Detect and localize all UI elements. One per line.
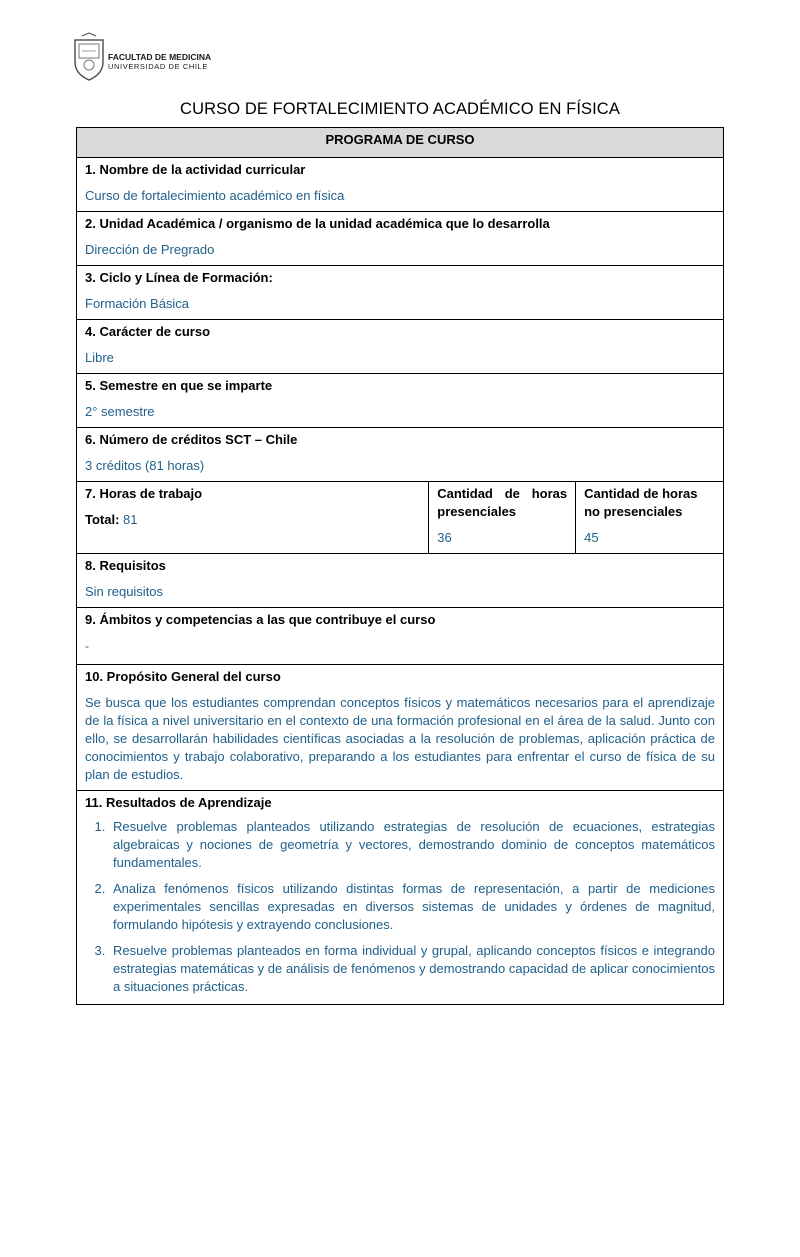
section-label: 8. Requisitos (85, 558, 166, 573)
section-value: Formación Básica (85, 296, 190, 311)
section-value: Se busca que los estudiantes comprendan conceptos físicos y matemáticos necesarios para el aprendizaje de la física a nivel universitario en el contexto de una formación profesional en el área de la salud. Junto con ello, se desarrollarán habilidades científicas asociadas a la resolución de problemas, aplicación práctica de conocimientos y trabajo colaborativo, preparando a los estudiantes para enfrentar el curso de física de su plan de estudios. (85, 695, 715, 782)
section-label: 11. Resultados de Aprendizaje (85, 795, 272, 810)
total-label: Total: (85, 512, 120, 527)
section-cycle-line (77, 266, 724, 320)
section-learning-outcomes (77, 791, 724, 1005)
table-header: PROGRAMA DE CURSO (77, 128, 724, 158)
logo-line-2: UNIVERSIDAD DE CHILE (108, 62, 208, 71)
section-semester (77, 374, 724, 428)
section-requirements (77, 554, 724, 608)
section-credits (77, 428, 724, 482)
section-value: Libre (85, 350, 114, 365)
non-presential-hours-label: Cantidad de horas no presenciales (584, 486, 698, 519)
section-label: 4. Carácter de curso (85, 324, 211, 339)
faculty-logo (72, 32, 212, 84)
section-value: Dirección de Pregrado (85, 242, 215, 257)
list-item: 1. Resuelve problemas planteados utilizando estrategias de resolución de ecuaciones, estrategias algebraicas y nociones de geometría y vectores, demostrando dominio de conceptos matemáticos fundamentales. (109, 818, 715, 872)
section-label: 2. Unidad Académica / organismo de la unidad académica que lo desarrolla (85, 216, 550, 231)
section-academic-unit (77, 212, 724, 266)
section-label: 9. Ámbitos y competencias a las que contribuye el curso (85, 612, 436, 627)
section-label: 3. Ciclo y Línea de Formación: (85, 270, 273, 285)
section-label: 10. Propósito General del curso (85, 669, 281, 684)
document-title: CURSO DE FORTALECIMIENTO ACADÉMICO EN FÍSICA (180, 100, 620, 118)
logo-line-1: FACULTAD DE MEDICINA (108, 52, 212, 62)
section-work-hours (77, 482, 724, 554)
presential-hours-value: 36 (437, 530, 452, 545)
course-program-table (76, 127, 724, 1005)
section-value: Curso de fortalecimiento académico en física (85, 188, 345, 203)
section-general-purpose (77, 665, 724, 791)
list-item: 2. Analiza fenómenos físicos utilizando distintas formas de representación, a partir de mediciones experimentales sencillas expresadas en diversos sistemas de unidades y órdenes de magnitud, formulando hipótesis y extrayendo conclusiones. (109, 880, 715, 934)
section-label: 5. Semestre en que se imparte (85, 378, 273, 393)
section-label: 6. Número de créditos SCT – Chile (85, 432, 298, 447)
section-competencies (77, 608, 724, 665)
presential-hours-label: Cantidad de horas presenciales (437, 486, 568, 519)
section-value: - (85, 639, 89, 653)
section-value: 2° semestre (85, 404, 155, 419)
section-label: 7. Horas de trabajo (85, 486, 203, 501)
section-course-character (77, 320, 724, 374)
section-activity-name (77, 158, 724, 212)
section-label: 1. Nombre de la actividad curricular (85, 162, 306, 177)
non-presential-hours-value: 45 (584, 530, 599, 545)
total-value: 81 (123, 512, 138, 527)
list-item: 3. Resuelve problemas planteados en forma individual y grupal, aplicando conceptos físicos e integrando estrategias matemáticas y de análisis de fenómenos y demostrando capacidad de aplicar conocimientos a situaciones prácticas. (109, 942, 715, 996)
learning-outcomes-list (85, 818, 715, 996)
university-crest-icon (72, 32, 106, 82)
section-value: Sin requisitos (85, 584, 164, 599)
section-value: 3 créditos (81 horas) (85, 458, 205, 473)
